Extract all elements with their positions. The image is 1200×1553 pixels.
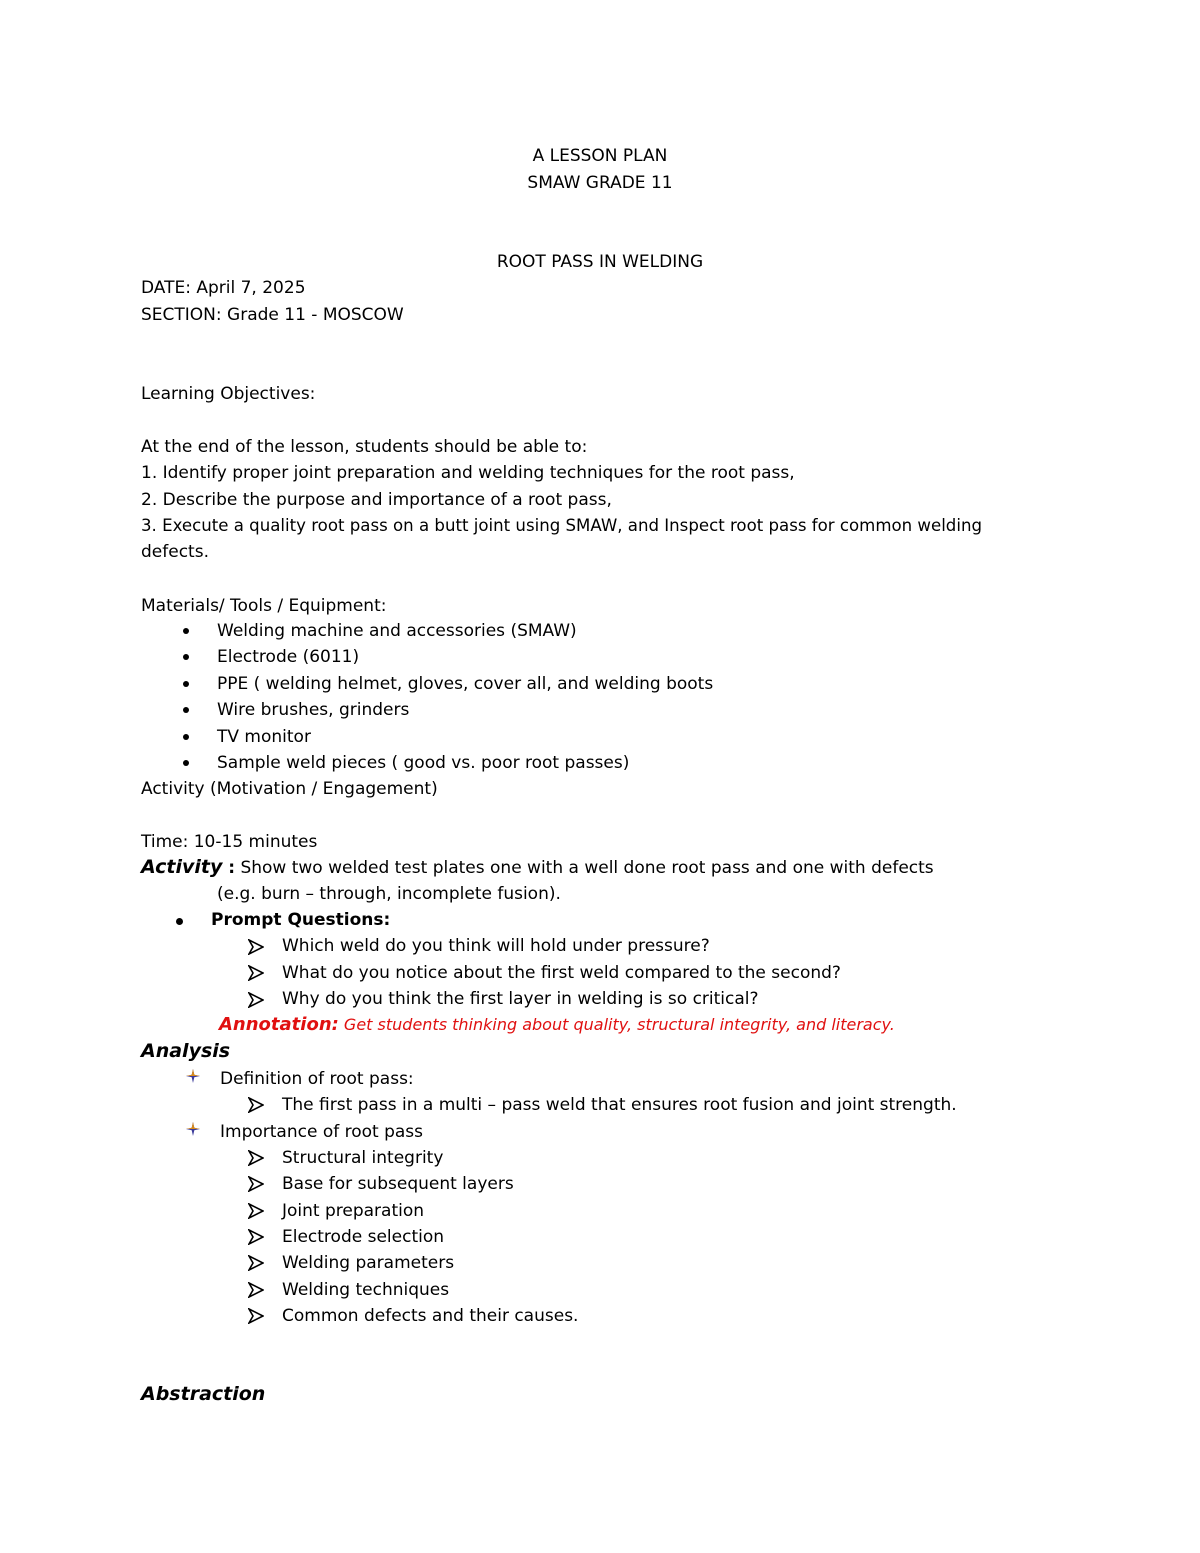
arrow-bullet-icon	[248, 992, 264, 1008]
arrow-bullet-icon	[248, 1097, 264, 1113]
objectives-intro: At the end of the lesson, students should be able to:	[141, 437, 588, 457]
abstraction-heading: Abstraction	[141, 1383, 266, 1405]
question-item: What do you notice about the first weld compared to the second?	[282, 963, 841, 983]
section-line: SECTION: Grade 11 - MOSCOW	[141, 305, 404, 325]
question-item: Which weld do you think will hold under pressure?	[282, 936, 710, 956]
importance-label: Importance of root pass	[220, 1122, 424, 1142]
objective-item: 2. Describe the purpose and importance of a root pass,	[141, 490, 612, 510]
bullet-dot-icon	[183, 628, 189, 634]
activity-line	[141, 857, 934, 878]
bullet-dot-icon	[183, 734, 189, 740]
material-item: Welding machine and accessories (SMAW)	[217, 621, 577, 641]
analysis-heading: Analysis	[141, 1040, 231, 1062]
arrow-bullet-icon	[248, 1308, 264, 1324]
arrow-bullet-icon	[248, 1282, 264, 1298]
doc-subtitle: SMAW GRADE 11	[527, 173, 673, 193]
importance-item: Base for subsequent layers	[282, 1174, 514, 1194]
bullet-dot-icon	[176, 918, 183, 925]
objective-item: defects.	[141, 542, 209, 562]
arrow-bullet-icon	[248, 1229, 264, 1245]
importance-item: Welding techniques	[282, 1280, 450, 1300]
objective-item: 1. Identify proper joint preparation and welding techniques for the root pass,	[141, 463, 795, 483]
material-item: PPE ( welding helmet, gloves, cover all, and welding boots	[217, 674, 714, 694]
material-item: Electrode (6011)	[217, 647, 360, 667]
arrow-bullet-icon	[248, 1150, 264, 1166]
plus-star-icon	[185, 1121, 201, 1137]
material-item: Wire brushes, grinders	[217, 700, 410, 720]
prompt-heading: Prompt Questions:	[211, 910, 391, 930]
materials-heading: Materials/ Tools / Equipment:	[141, 596, 387, 616]
objectives-heading: Learning Objectives:	[141, 384, 316, 404]
arrow-bullet-icon	[248, 939, 264, 955]
arrow-bullet-icon	[248, 1176, 264, 1192]
activity-colon: :	[222, 858, 236, 878]
doc-topic: ROOT PASS IN WELDING	[496, 252, 704, 272]
importance-item: Welding parameters	[282, 1253, 455, 1273]
arrow-bullet-icon	[248, 1255, 264, 1271]
material-item: TV monitor	[217, 727, 311, 747]
arrow-bullet-icon	[248, 1203, 264, 1219]
date-line: DATE: April 7, 2025	[141, 278, 306, 298]
activity-heading: Activity (Motivation / Engagement)	[141, 779, 438, 799]
annotation-line	[219, 1015, 895, 1035]
activity-description-2: (e.g. burn – through, incomplete fusion).	[217, 884, 561, 904]
annotation-text: Get students thinking about quality, structural integrity, and literacy.	[338, 1015, 895, 1034]
material-item: Sample weld pieces ( good vs. poor root passes)	[217, 753, 630, 773]
definition-text: The first pass in a multi – pass weld that ensures root fusion and joint strength.	[282, 1095, 957, 1115]
bullet-dot-icon	[183, 681, 189, 687]
activity-description: Show two welded test plates one with a well done root pass and one with defects	[235, 858, 934, 878]
activity-label: Activity	[141, 856, 223, 878]
importance-item: Common defects and their causes.	[282, 1306, 579, 1326]
objective-item: 3. Execute a quality root pass on a butt joint using SMAW, and Inspect root pass for common welding	[141, 516, 983, 535]
arrow-bullet-icon	[248, 965, 264, 981]
plus-star-icon	[185, 1068, 201, 1084]
importance-item: Electrode selection	[282, 1227, 445, 1247]
question-item: Why do you think the first layer in welding is so critical?	[282, 989, 759, 1009]
annotation-label: Annotation:	[219, 1014, 339, 1035]
definition-label: Definition of root pass:	[220, 1069, 414, 1089]
bullet-dot-icon	[183, 707, 189, 713]
importance-item: Structural integrity	[282, 1148, 444, 1168]
doc-title: A LESSON PLAN	[532, 146, 668, 166]
activity-time: Time: 10-15 minutes	[141, 832, 318, 852]
importance-item: Joint preparation	[282, 1201, 425, 1221]
bullet-dot-icon	[183, 654, 189, 660]
bullet-dot-icon	[183, 760, 189, 766]
